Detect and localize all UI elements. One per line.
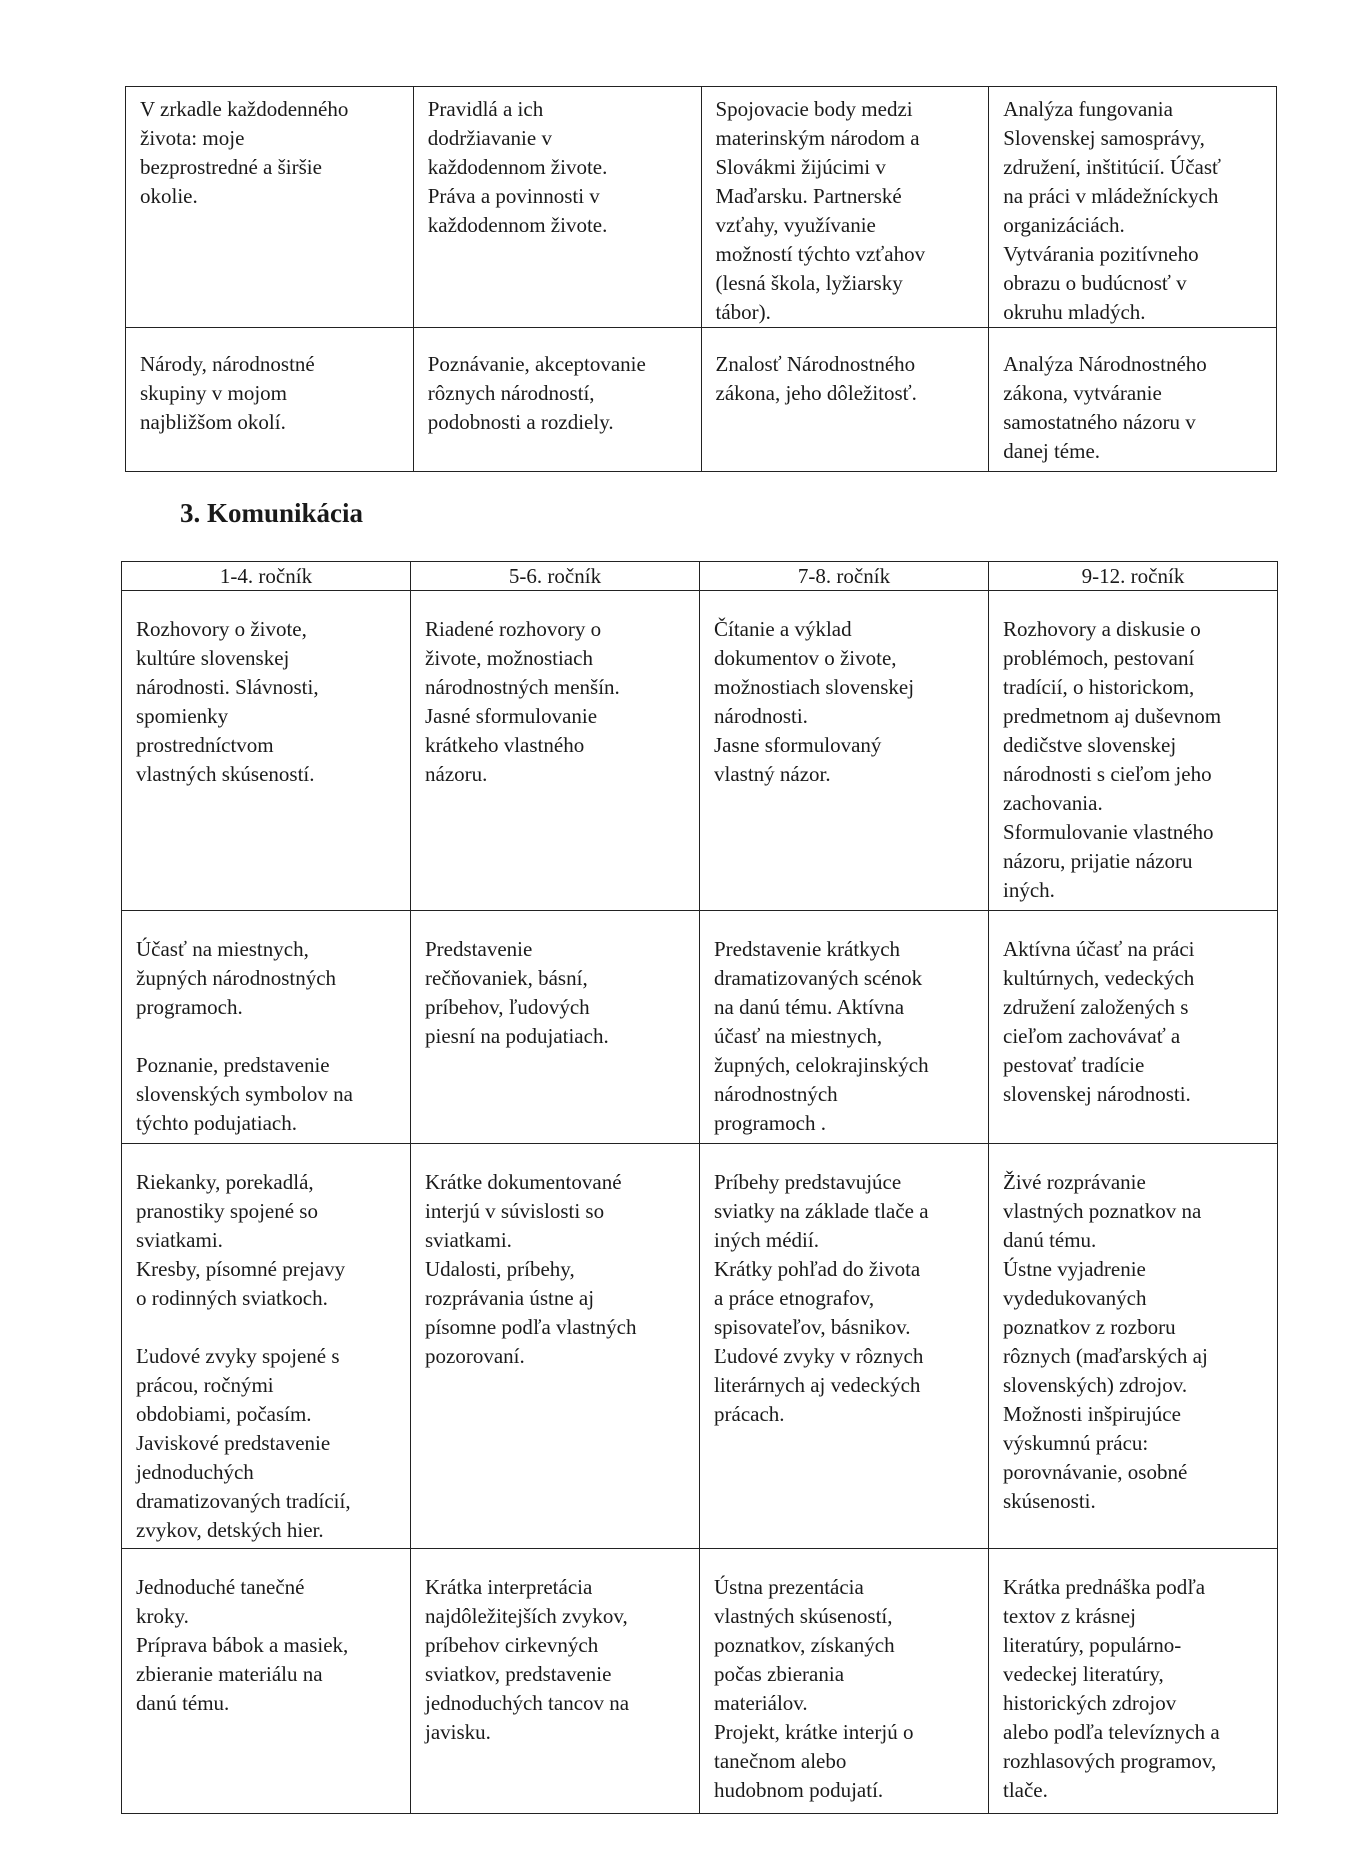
- cell-text: Analýza fungovania Slovenskej samosprávy, združení, inštitúcií. Účasť na práci v mládežníckych organizáciách. Vytvárania pozitívneho obrazu o budúcnosť v okruhu mladých.: [1003, 97, 1221, 324]
- communication-table: [121, 561, 1278, 1814]
- cell-text: Príbehy predstavujúce sviatky na základe tlače a iných médií. Krátky pohľad do života a práce etnografov, spisovateľov, básnikov. Ľudové zvyky v rôznych literárnych aj vedeckých prácach.: [714, 1170, 929, 1426]
- table-row: [122, 911, 1278, 1144]
- curriculum-table-continued: [125, 86, 1277, 472]
- table-cell: [122, 1549, 411, 1814]
- table-cell: [411, 1549, 700, 1814]
- table-row: [122, 1144, 1278, 1549]
- column-header: 9-12. ročník: [989, 562, 1278, 591]
- table-header-row: [122, 562, 1278, 591]
- table-cell: [411, 911, 700, 1144]
- table-row: [126, 87, 1277, 328]
- cell-text: Analýza Národnostného zákona, vytváranie samostatného názoru v danej téme.: [1003, 352, 1207, 463]
- table-cell: [700, 591, 989, 911]
- cell-text: Krátka prednáška podľa textov z krásnej literatúry, populárno- vedeckej literatúry, historických zdrojov alebo podľa televíznych a rozhlasových programov, tlače.: [1003, 1575, 1220, 1802]
- cell-text: Pravidlá a ich dodržiavanie v každodennom živote. Práva a povinnosti v každodennom živote.: [427, 97, 608, 237]
- cell-text: Riekanky, porekadlá, pranostiky spojené so sviatkami. Kresby, písomné prejavy o rodinných sviatkoch. Ľudové zvyky spojené s prácou, ročnými obdobiami, počasím. Javiskové predstavenie jednoduchých dramatizovaných tradícií, zvykov, detských hier.: [136, 1170, 351, 1542]
- cell-text: Krátka interpretácia najdôležitejších zvykov, príbehov cirkevných sviatkov, predstavenie jednoduchých tancov na javisku.: [425, 1575, 630, 1744]
- table-cell: [700, 911, 989, 1144]
- cell-text: Riadené rozhovory o živote, možnostiach národnostných menšín. Jasné sformulovanie krátkeho vlastného názoru.: [425, 617, 620, 786]
- cell-text: Aktívna účasť na práci kultúrnych, vedeckých združení založených s cieľom zachovávať a pestovať tradície slovenskej národnosti.: [1003, 937, 1195, 1106]
- table-cell: [700, 1144, 989, 1549]
- column-header: 7-8. ročník: [700, 562, 989, 591]
- table-cell: [989, 911, 1278, 1144]
- table-cell: [411, 591, 700, 911]
- table-cell: [989, 1144, 1278, 1549]
- table-cell: [122, 1144, 411, 1549]
- table-cell: [413, 87, 701, 328]
- table-cell: [701, 328, 989, 472]
- table-cell: [413, 328, 701, 472]
- table-cell: [989, 591, 1278, 911]
- table-cell: [411, 1144, 700, 1549]
- column-header: 1-4. ročník: [122, 562, 411, 591]
- table-row: [126, 328, 1277, 472]
- table-cell: [989, 87, 1277, 328]
- cell-text: Spojovacie body medzi materinským národom a Slovákmi žijúcimi v Maďarsku. Partnerské vzťahy, využívanie možností týchto vzťahov (lesná škola, lyžiarsky tábor).: [715, 97, 926, 324]
- section-heading: 3. Komunikácia: [180, 498, 364, 528]
- cell-text: Účasť na miestnych, župných národnostných programoch. Poznanie, predstavenie slovenských symbolov na týchto podujatiach.: [136, 937, 353, 1135]
- table-cell: [701, 87, 989, 328]
- cell-text: Predstavenie rečňovaniek, básní, príbehov, ľudových piesní na podujatiach.: [425, 937, 609, 1048]
- cell-text: Rozhovory a diskusie o problémoch, pestovaní tradícií, o historickom, predmetnom aj duševnom dedičstve slovenskej národnosti s cieľom jeho zachovania. Sformulovanie vlastného názoru, prijatie názoru iných.: [1003, 617, 1222, 902]
- table-row: [122, 1549, 1278, 1814]
- cell-text: Čítanie a výklad dokumentov o živote, možnostiach slovenskej národnosti. Jasne sformulovaný vlastný názor.: [714, 617, 915, 786]
- cell-text: Ústna prezentácia vlastných skúseností, poznatkov, získaných počas zbierania materiálov. Projekt, krátke interjú o tanečnom alebo hudobnom podujatí.: [714, 1575, 914, 1802]
- table-cell: [126, 328, 414, 472]
- cell-text: Krátke dokumentované interjú v súvislosti so sviatkami. Udalosti, príbehy, rozprávania ústne aj písomne podľa vlastných pozorovaní.: [425, 1170, 637, 1368]
- table-row: [122, 591, 1278, 911]
- table-cell: [126, 87, 414, 328]
- table-cell: [122, 591, 411, 911]
- table-cell: [989, 1549, 1278, 1814]
- cell-text: Rozhovory o živote, kultúre slovenskej národnosti. Slávnosti, spomienky prostredníctvom vlastných skúseností.: [136, 617, 319, 786]
- cell-text: Jednoduché tanečné kroky. Príprava bábok a masiek, zbieranie materiálu na danú tému.: [136, 1575, 349, 1715]
- table-cell: [989, 328, 1277, 472]
- column-header: 5-6. ročník: [411, 562, 700, 591]
- cell-text: Znalosť Národnostného zákona, jeho dôležitosť.: [715, 352, 917, 405]
- table-cell: [122, 911, 411, 1144]
- cell-text: Predstavenie krátkych dramatizovaných scénok na danú tému. Aktívna účasť na miestnych, župných, celokrajinských národnostných programoch .: [714, 937, 929, 1135]
- cell-text: V zrkadle každodenného života: moje bezprostredné a širšie okolie.: [140, 97, 349, 208]
- cell-text: Národy, národnostné skupiny v mojom najbližšom okolí.: [140, 352, 315, 434]
- cell-text: Živé rozprávanie vlastných poznatkov na danú tému. Ústne vyjadrenie vydedukovaných poznatkov z rozboru rôznych (maďarských aj slovenských) zdrojov. Možnosti inšpirujúce výskumnú prácu: porovnávanie, osobné skúsenosti.: [1003, 1170, 1208, 1513]
- cell-text: Poznávanie, akceptovanie rôznych národností, podobnosti a rozdiely.: [427, 352, 646, 434]
- table-cell: [700, 1549, 989, 1814]
